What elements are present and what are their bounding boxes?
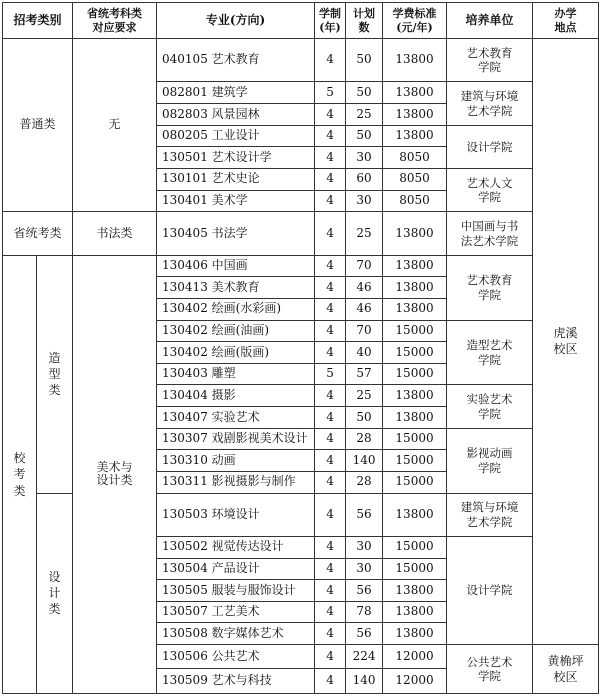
table-row	[3, 39, 599, 82]
fee-cell: 12000	[383, 669, 447, 694]
years-cell: 4	[315, 39, 346, 82]
unit-cell: 建筑与环境 艺术学院	[447, 82, 533, 125]
plan-cell: 25	[346, 212, 383, 255]
plan-cell: 46	[346, 277, 383, 299]
major-cell: 130406 中国画	[157, 255, 315, 277]
campus-cell-huangjueping: 黄桷坪 校区	[533, 644, 599, 693]
unit-cell: 建筑与环境 艺术学院	[447, 493, 533, 536]
years-cell: 4	[315, 669, 346, 694]
years-cell: 4	[315, 277, 346, 299]
major-cell: 130502 视觉传达设计	[157, 537, 315, 559]
major-cell: 130508 数字媒体艺术	[157, 623, 315, 645]
fee-cell: 13800	[383, 125, 447, 147]
fee-cell: 13800	[383, 407, 447, 429]
plan-cell: 56	[346, 493, 383, 536]
header-plan: 计划 数	[346, 3, 383, 39]
xiaokao-label: 校考类	[13, 451, 26, 498]
fee-cell: 8050	[383, 169, 447, 191]
fee-cell: 13800	[383, 385, 447, 407]
fee-cell: 15000	[383, 363, 447, 385]
zaoxing-label: 造型类	[48, 350, 61, 398]
major-cell: 130503 环境设计	[157, 493, 315, 536]
subcategory-cell-sheji	[37, 493, 73, 693]
fee-cell: 15000	[383, 320, 447, 342]
plan-cell: 56	[346, 580, 383, 602]
major-cell: 130311 影视摄影与制作	[157, 472, 315, 494]
years-cell: 4	[315, 623, 346, 645]
years-cell: 4	[315, 580, 346, 602]
fee-cell: 13800	[383, 277, 447, 299]
header-category: 招考类别	[3, 3, 73, 39]
major-cell: 130402 绘画(油画)	[157, 320, 315, 342]
unit-cell: 艺术教育 学院	[447, 255, 533, 320]
plan-cell: 25	[346, 385, 383, 407]
fee-cell: 15000	[383, 342, 447, 364]
major-cell: 130404 摄影	[157, 385, 315, 407]
major-cell: 130402 绘画(版画)	[157, 342, 315, 364]
fee-cell: 13800	[383, 82, 447, 104]
fee-cell: 13800	[383, 104, 447, 126]
header-fee: 学费标准 (元/年)	[383, 3, 447, 39]
unit-cell: 影视动画 学院	[447, 428, 533, 493]
plan-cell: 70	[346, 255, 383, 277]
major-cell: 130504 产品设计	[157, 558, 315, 580]
plan-cell: 28	[346, 472, 383, 494]
years-cell: 4	[315, 558, 346, 580]
subcategory-cell-zaoxing	[37, 255, 73, 493]
fee-cell: 13800	[383, 39, 447, 82]
header-unit: 培养单位	[447, 3, 533, 39]
plan-cell: 60	[346, 169, 383, 191]
major-cell: 130401 美术学	[157, 190, 315, 212]
plan-cell: 50	[346, 82, 383, 104]
major-cell: 130310 动画	[157, 450, 315, 472]
years-cell: 4	[315, 407, 346, 429]
plan-cell: 30	[346, 537, 383, 559]
major-cell: 082801 建筑学	[157, 82, 315, 104]
unit-cell: 设计学院	[447, 537, 533, 645]
header-major: 专业(方向)	[157, 3, 315, 39]
major-cell: 130507 工艺美术	[157, 601, 315, 623]
years-cell: 4	[315, 601, 346, 623]
fee-cell: 15000	[383, 450, 447, 472]
requirement-cell-shufa: 书法类	[73, 212, 157, 255]
years-cell: 4	[315, 190, 346, 212]
plan-cell: 28	[346, 428, 383, 450]
campus-cell-huxi: 虎溪 校区	[533, 39, 599, 645]
years-cell: 4	[315, 104, 346, 126]
table-row	[3, 212, 599, 255]
table-row	[3, 255, 599, 277]
major-cell: 130413 美术教育	[157, 277, 315, 299]
header-requirement: 省统考科类 对应要求	[73, 3, 157, 39]
plan-cell: 50	[346, 39, 383, 82]
plan-cell: 56	[346, 623, 383, 645]
years-cell: 4	[315, 169, 346, 191]
major-cell: 130101 艺术史论	[157, 169, 315, 191]
plan-cell: 50	[346, 407, 383, 429]
plan-cell: 25	[346, 104, 383, 126]
plan-cell: 50	[346, 125, 383, 147]
fee-cell: 8050	[383, 147, 447, 169]
plan-cell: 140	[346, 669, 383, 694]
years-cell: 5	[315, 363, 346, 385]
years-cell: 4	[315, 472, 346, 494]
plan-cell: 224	[346, 644, 383, 668]
years-cell: 4	[315, 342, 346, 364]
major-cell: 130405 书法学	[157, 212, 315, 255]
fee-cell: 15000	[383, 558, 447, 580]
years-cell: 4	[315, 428, 346, 450]
plan-cell: 46	[346, 299, 383, 321]
unit-cell: 造型艺术 学院	[447, 320, 533, 385]
fee-cell: 12000	[383, 644, 447, 668]
fee-cell: 13800	[383, 493, 447, 536]
plan-cell: 30	[346, 147, 383, 169]
unit-cell: 艺术人文 学院	[447, 169, 533, 212]
years-cell: 4	[315, 644, 346, 668]
fee-cell: 13800	[383, 212, 447, 255]
plan-cell: 78	[346, 601, 383, 623]
fee-cell: 13800	[383, 601, 447, 623]
header-years: 学制 (年)	[315, 3, 346, 39]
fee-cell: 13800	[383, 623, 447, 645]
plan-cell: 70	[346, 320, 383, 342]
category-cell-putong: 普通类	[3, 39, 73, 212]
fee-cell: 13800	[383, 255, 447, 277]
years-cell: 4	[315, 450, 346, 472]
years-cell: 4	[315, 320, 346, 342]
major-cell: 130506 公共艺术	[157, 644, 315, 668]
fee-cell: 13800	[383, 299, 447, 321]
plan-cell: 30	[346, 190, 383, 212]
plan-cell: 57	[346, 363, 383, 385]
fee-cell: 15000	[383, 472, 447, 494]
category-cell-shengtongkao: 省统考类	[3, 212, 73, 255]
major-cell: 082803 风景园林	[157, 104, 315, 126]
years-cell: 4	[315, 212, 346, 255]
admission-plan-table	[2, 2, 599, 694]
unit-cell: 公共艺术 学院	[447, 644, 533, 693]
fee-cell: 8050	[383, 190, 447, 212]
unit-cell: 艺术教育 学院	[447, 39, 533, 82]
plan-cell: 30	[346, 558, 383, 580]
requirement-cell-meishu: 美术与 设计类	[73, 255, 157, 693]
years-cell: 4	[315, 147, 346, 169]
major-cell: 130403 雕塑	[157, 363, 315, 385]
major-cell: 130509 艺术与科技	[157, 669, 315, 694]
years-cell: 4	[315, 493, 346, 536]
major-cell: 130501 艺术设计学	[157, 147, 315, 169]
years-cell: 4	[315, 299, 346, 321]
years-cell: 4	[315, 255, 346, 277]
plan-cell: 140	[346, 450, 383, 472]
years-cell: 5	[315, 82, 346, 104]
header-campus: 办学 地点	[533, 3, 599, 39]
requirement-cell-none: 无	[73, 39, 157, 212]
fee-cell: 13800	[383, 580, 447, 602]
fee-cell: 15000	[383, 428, 447, 450]
unit-cell: 实验艺术 学院	[447, 385, 533, 428]
sheji-label: 设计类	[48, 570, 61, 617]
plan-cell: 40	[346, 342, 383, 364]
major-cell: 130505 服装与服饰设计	[157, 580, 315, 602]
major-cell: 130407 实验艺术	[157, 407, 315, 429]
unit-cell: 中国画与书 法艺术学院	[447, 212, 533, 255]
header-row	[3, 3, 599, 39]
major-cell: 130307 戏剧影视美术设计	[157, 428, 315, 450]
major-cell: 080205 工业设计	[157, 125, 315, 147]
category-cell-xiaokao	[3, 255, 37, 693]
unit-cell: 设计学院	[447, 125, 533, 168]
years-cell: 4	[315, 385, 346, 407]
years-cell: 4	[315, 537, 346, 559]
major-cell: 040105 艺术教育	[157, 39, 315, 82]
years-cell: 4	[315, 125, 346, 147]
major-cell: 130402 绘画(水彩画)	[157, 299, 315, 321]
fee-cell: 15000	[383, 537, 447, 559]
